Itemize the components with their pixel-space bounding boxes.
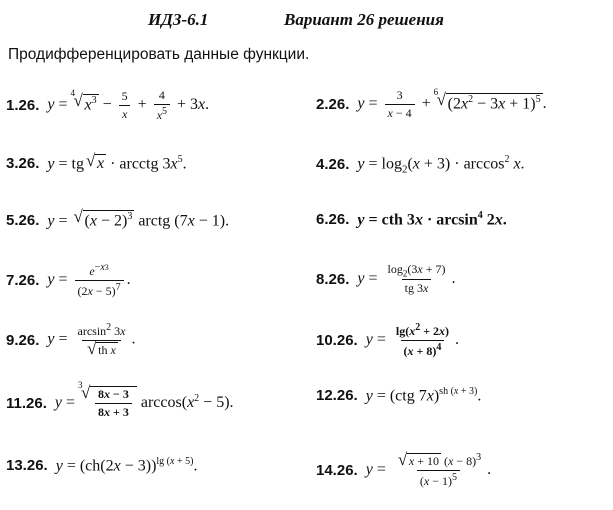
formula: y = √ 3 $\frac{8x - 3}{8x + 3}$ $\arccos(x^2 - 5)$.	[55, 386, 234, 420]
formula: y = $\frac{e^{-x3}}{(2x - 5)^7}$ .	[47, 262, 131, 298]
problem-number: 12.26.	[316, 387, 358, 405]
task-instruction: Продифференцировать данные функции.	[8, 46, 310, 63]
problem-9	[6, 322, 136, 358]
problem-5	[6, 210, 229, 230]
formula: $y = \log_2(x + 3) \cdot \arccos^2 x$.	[357, 154, 525, 176]
problem-1	[6, 88, 209, 123]
problem-13	[6, 456, 197, 475]
problem-6	[316, 210, 507, 229]
problem-number: 3.26.	[6, 155, 40, 173]
problem-7	[6, 262, 131, 299]
formula: y = $\arcsin^2 3x$ √ th x .	[47, 322, 135, 358]
problem-14	[316, 452, 491, 489]
problem-number: 9.26.	[6, 331, 40, 349]
problem-12	[316, 386, 481, 405]
formula: y = $\frac{\log_2(3x + 7)}{tg 3x}$ .	[357, 262, 456, 296]
problem-3	[6, 154, 187, 173]
formula: y = (ctg 7x)$^{sh (x + 3)}$.	[365, 386, 482, 405]
formula: y = √ $(x - 2)^3$ arctg (7x − 1).	[47, 210, 229, 230]
problem-8	[316, 262, 455, 296]
problem-number: 14.26.	[316, 462, 358, 479]
variant-label: Вариант 26 решения	[284, 10, 444, 29]
formula: y = √ $\frac{x + 10 (x - 8)^3}{(x - 1)^5}$ .	[366, 452, 491, 489]
problem-number: 5.26.	[6, 211, 40, 229]
problem-number: 2.26.	[316, 96, 350, 113]
document-title: ИДЗ-6.1	[148, 10, 209, 29]
formula: y = $\frac{\lg(x^2 + 2x)}{(x + 8)^4}$ .	[365, 322, 460, 358]
problem-2	[316, 88, 547, 121]
problem-11	[6, 380, 234, 420]
formula: y = tg√ x · arcctg $3x^5$.	[47, 154, 186, 173]
formula: y = cth $3x \cdot \arcsin^4 2x$.	[357, 210, 507, 229]
problem-4	[316, 154, 525, 176]
problem-number: 8.26.	[316, 270, 350, 288]
problem-number: 4.26.	[316, 156, 350, 174]
formula: y = $\frac{3}{x - 4}$ + √ 6 $(2x^2 - 3x + 1)^5$ .	[357, 88, 546, 121]
problem-number: 10.26.	[316, 332, 358, 349]
problem-number: 13.26.	[6, 457, 48, 475]
formula: y = √ 4 $x^3$ − $\frac{5}{x}$ + $\frac{4}{x^5}$ + 3x.	[47, 88, 209, 123]
problem-10	[316, 322, 459, 359]
formula: $y = (ch(2x - 3))^{lg (x + 5)}$.	[55, 456, 198, 475]
problem-number: 11.26.	[6, 394, 47, 412]
problem-number: 6.26.	[316, 211, 350, 229]
problem-number: 7.26.	[6, 272, 40, 289]
problem-number: 1.26.	[6, 97, 40, 114]
